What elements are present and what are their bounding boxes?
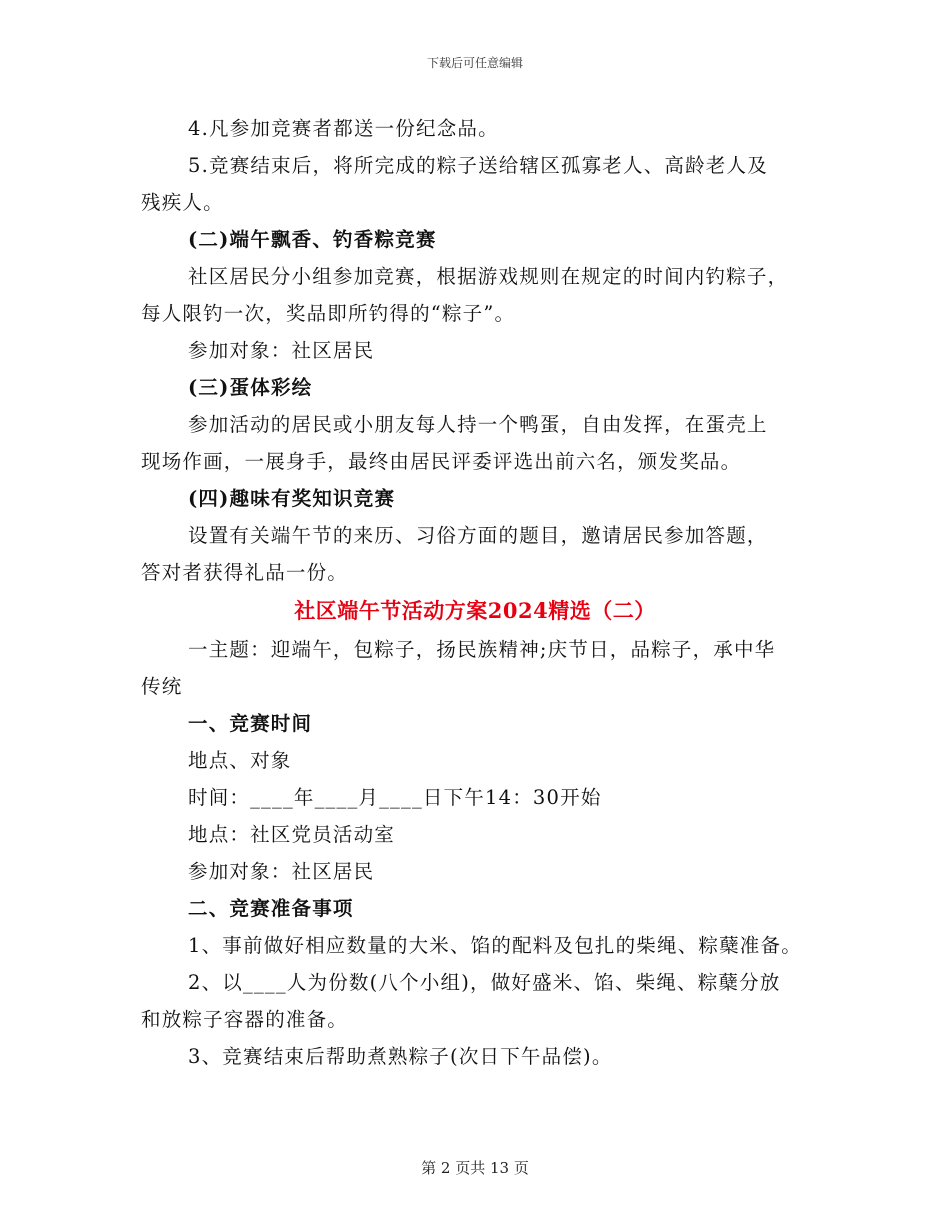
part-2-item-2-line-1: 2、以____人为份数(八个小组)，做好盛米、馅、柴绳、粽蘖分放 [188,971,781,994]
theme-line-1: 一主题：迎端午，包粽子，扬民族精神;庆节日，品粽子，承中华 [188,638,776,661]
part-1-heading: 一、竞赛时间 [188,712,313,735]
part-1-place-target: 地点、对象 [188,749,292,772]
section-2-line-1: 社区居民分小组参加竞赛，根据游戏规则在规定的时间内钓粽子， [188,265,789,288]
document-body [141,110,809,1075]
part-1-time: 时间：____年____月____日下午14：30开始 [188,786,602,809]
part-2-item-1: 1、事前做好相应数量的大米、馅的配料及包扎的柴绳、粽蘖准备。 [188,934,802,957]
paragraph-item-5-line-1: 5.竞赛结束后，将所完成的粽子送给辖区孤寡老人、高龄老人及 [188,154,768,177]
section-2-heading: (二)端午飘香、钓香粽竞赛 [188,228,437,251]
part-2-heading: 二、竞赛准备事项 [188,897,354,920]
paragraph-item-5 [141,147,809,221]
part-1-place: 地点：社区党员活动室 [188,823,396,846]
page-footer-number: 第 2 页共 13 页 [421,1159,529,1177]
section-2-line-2: 每人限钓一次，奖品即所钓得的“粽子”。 [141,302,516,325]
section-2-description [141,258,809,332]
part-1-target: 参加对象：社区居民 [188,860,375,883]
paragraph-item-5-line-2: 残疾人。 [141,191,224,214]
section-4-line-1: 设置有关端午节的来历、习俗方面的题目，邀请居民参加答题， [188,524,768,547]
part-2-item-2 [141,964,809,1038]
part-2-item-3: 3、竞赛结束后帮助煮熟粽子(次日下午品偿)。 [188,1045,613,1068]
document-title: 社区端午节活动方案2024精选（二） [294,598,656,623]
section-4-heading: (四)趣味有奖知识竞赛 [188,487,396,510]
section-4-line-2: 答对者获得礼品一份。 [141,561,349,584]
section-3-heading: (三)蛋体彩绘 [188,376,313,399]
section-4-description [141,517,809,591]
theme-paragraph [141,631,809,705]
section-3-line-1: 参加活动的居民或小朋友每人持一个鸭蛋，自由发挥，在蛋壳上 [188,413,768,436]
section-3-description [141,406,809,480]
page-header-note: 下载后可任意编辑 [426,56,523,70]
section-3-line-2: 现场作画，一展身手，最终由居民评委评选出前六名，颁发奖品。 [141,450,742,473]
paragraph-item-4: 4.凡参加竞赛者都送一份纪念品。 [188,117,499,140]
section-2-target: 参加对象：社区居民 [188,339,375,362]
theme-line-2: 传统 [141,675,183,698]
part-2-item-2-line-2: 和放粽子容器的准备。 [141,1008,349,1031]
